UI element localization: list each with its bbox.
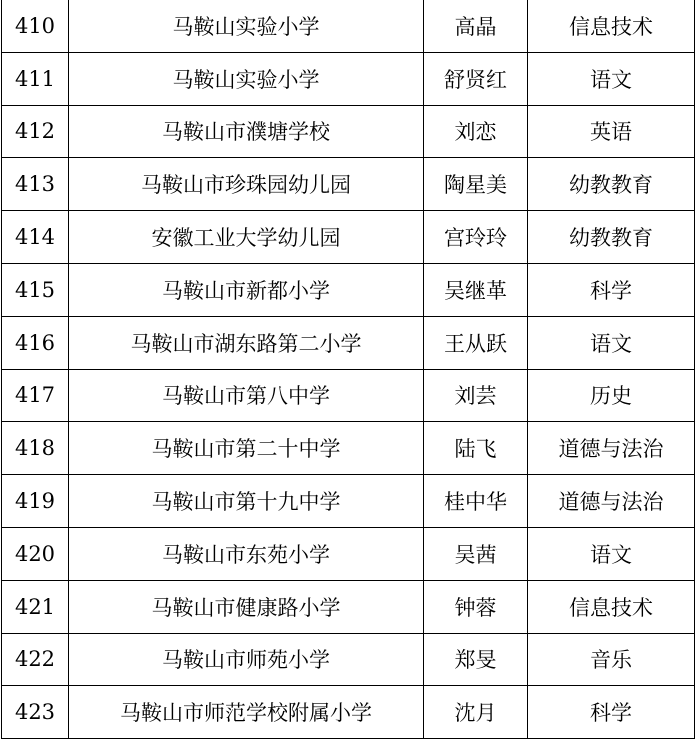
school-cell: 马鞍山实验小学 [69,52,424,105]
subject-cell: 道德与法治 [528,475,695,528]
table-row [2,633,695,686]
school-cell: 马鞍山市珍珠园幼儿园 [69,158,424,211]
teacher-name-cell: 陆飞 [424,422,528,475]
row-number-cell: 423 [2,686,69,739]
teacher-name-cell: 钟蓉 [424,580,528,633]
row-number-cell: 415 [2,263,69,316]
table-row [2,580,695,633]
row-number-cell: 417 [2,369,69,422]
subject-cell: 幼教教育 [528,158,695,211]
teacher-name-cell: 舒贤红 [424,52,528,105]
table-row [2,158,695,211]
row-number-cell: 411 [2,52,69,105]
table-row [2,686,695,739]
subject-cell: 幼教教育 [528,211,695,264]
row-number-cell: 416 [2,316,69,369]
table-row [2,105,695,158]
row-number-cell: 410 [2,0,69,52]
roster-table [1,0,695,739]
subject-cell: 信息技术 [528,0,695,52]
school-cell: 马鞍山市师范学校附属小学 [69,686,424,739]
table-row [2,369,695,422]
school-cell: 马鞍山市湖东路第二小学 [69,316,424,369]
school-cell: 马鞍山市健康路小学 [69,580,424,633]
row-number-cell: 412 [2,105,69,158]
table-row [2,0,695,52]
table-row [2,211,695,264]
teacher-name-cell: 吴继革 [424,263,528,316]
table-row [2,263,695,316]
row-number-cell: 413 [2,158,69,211]
roster-table-body [2,0,695,739]
subject-cell: 科学 [528,686,695,739]
school-cell: 马鞍山市第二十中学 [69,422,424,475]
subject-cell: 语文 [528,527,695,580]
school-cell: 马鞍山市东苑小学 [69,527,424,580]
row-number-cell: 419 [2,475,69,528]
school-cell: 安徽工业大学幼儿园 [69,211,424,264]
teacher-name-cell: 陶星美 [424,158,528,211]
subject-cell: 信息技术 [528,580,695,633]
row-number-cell: 421 [2,580,69,633]
subject-cell: 语文 [528,52,695,105]
row-number-cell: 414 [2,211,69,264]
teacher-name-cell: 吴茜 [424,527,528,580]
subject-cell: 道德与法治 [528,422,695,475]
row-number-cell: 418 [2,422,69,475]
school-cell: 马鞍山市濮塘学校 [69,105,424,158]
table-row [2,527,695,580]
teacher-name-cell: 刘恋 [424,105,528,158]
subject-cell: 历史 [528,369,695,422]
school-cell: 马鞍山市第十九中学 [69,475,424,528]
teacher-name-cell: 宫玲玲 [424,211,528,264]
row-number-cell: 420 [2,527,69,580]
teacher-name-cell: 桂中华 [424,475,528,528]
teacher-name-cell: 高晶 [424,0,528,52]
teacher-name-cell: 沈月 [424,686,528,739]
teacher-name-cell: 郑旻 [424,633,528,686]
school-cell: 马鞍山市新都小学 [69,263,424,316]
teacher-name-cell: 刘芸 [424,369,528,422]
school-cell: 马鞍山市师苑小学 [69,633,424,686]
teacher-name-cell: 王从跃 [424,316,528,369]
table-row [2,52,695,105]
subject-cell: 音乐 [528,633,695,686]
table-row [2,316,695,369]
subject-cell: 语文 [528,316,695,369]
table-row [2,475,695,528]
row-number-cell: 422 [2,633,69,686]
subject-cell: 英语 [528,105,695,158]
table-row [2,422,695,475]
school-cell: 马鞍山市第八中学 [69,369,424,422]
subject-cell: 科学 [528,263,695,316]
school-cell: 马鞍山实验小学 [69,0,424,52]
